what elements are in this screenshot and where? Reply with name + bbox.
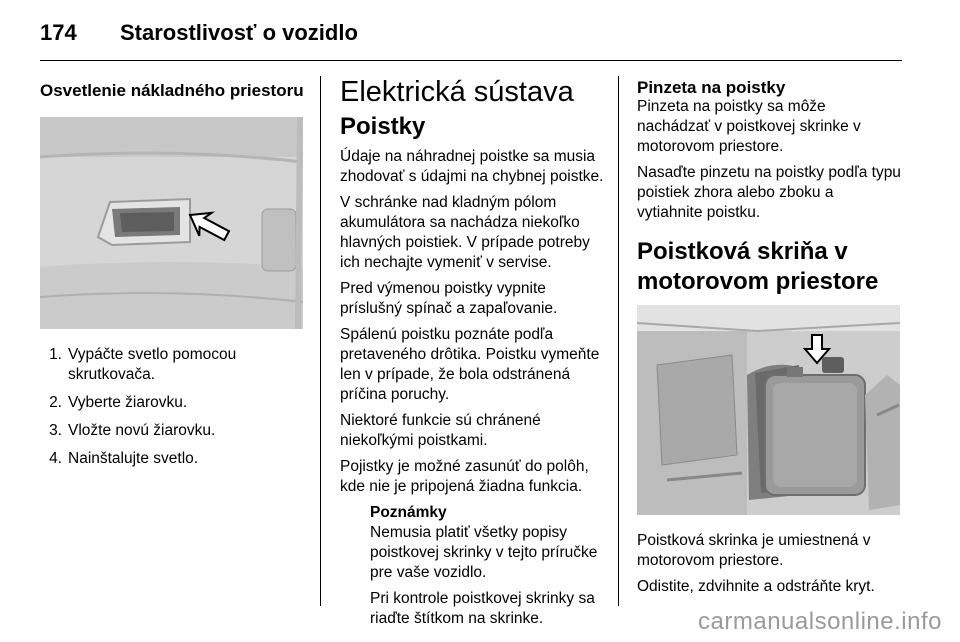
electrical-heading: Elektrická sústava <box>340 76 574 108</box>
fuse-tweezers-heading: Pinzeta na poistky <box>637 78 786 97</box>
note-paragraph: Nemusia platiť všetky popisy poistkovej skrinky v tejto príručke pre vaše vozidlo. <box>370 524 598 581</box>
column-divider <box>618 76 619 606</box>
fusebox-illustration <box>637 305 900 515</box>
note-title: Poznámky <box>370 504 447 521</box>
engine-fusebox-heading: Poistková skriňa v motorovom priestore <box>637 238 879 295</box>
column-electrical <box>340 75 605 635</box>
cargo-light-heading: Osvetlenie nákladného priestoru <box>40 81 304 100</box>
page-title: Starostlivosť o vozidlo <box>120 20 358 45</box>
paragraph: Pojistky je možné zasunúť do polôh, kde nie je pripojená žiadna funkcia. <box>340 458 589 495</box>
cargo-light-photo <box>40 117 303 329</box>
cargo-light-illustration <box>40 117 303 329</box>
column-divider <box>320 76 321 606</box>
page-number: 174 <box>40 20 77 45</box>
note-box <box>370 503 605 629</box>
list-item: 4. Nainštalujte svetlo. <box>49 450 199 467</box>
note-paragraph: Pri kontrole poistkovej skrinky sa riaďte štítkom na skrinke. <box>370 590 595 627</box>
paragraph: Údaje na náhradnej poistke sa musia zhodovať s údajmi na chybnej poistke. <box>340 148 604 185</box>
paragraph: Odistite, zdvihnite a odstráňte kryt. <box>637 578 875 595</box>
paragraph: Pinzeta na poistky sa môže nachádzať v poistkovej skrinke v motorovom priestore. <box>637 98 861 155</box>
paragraph: Niektoré funkcie sú chránené niekoľkými poistkami. <box>340 412 541 449</box>
cargo-light-steps <box>40 345 305 469</box>
paragraph: Spálenú poistku poznáte podľa pretaveného drôtika. Poistku vymeňte len v prípade, že bola odstránená príčina poruchy. <box>340 326 600 403</box>
paragraph: Nasaďte pinzetu na poistky podľa typu poistiek zhora alebo zboku a vytiahnite poistku. <box>637 164 901 221</box>
list-item: 1. Vypáčte svetlo pomocou skrutkovača. <box>49 346 237 383</box>
column-cargo-light <box>40 80 305 477</box>
page-header <box>40 20 358 46</box>
watermark: carmanualsonline.info <box>698 608 942 635</box>
paragraph: Pred výmenou poistky vypnite príslušný spínač a zapaľovanie. <box>340 280 558 317</box>
header-rule <box>40 60 902 61</box>
list-item: 3. Vložte novú žiarovku. <box>49 422 216 439</box>
column-fuse-tweezers <box>637 78 902 603</box>
paragraph: Poistková skrinka je umiestnená v motorovom priestore. <box>637 532 871 569</box>
list-item: 2. Vyberte žiarovku. <box>49 394 188 411</box>
paragraph: V schránke nad kladným pólom akumulátora sa nachádza niekoľko hlavných poistiek. V prípade potreby ich nechajte vymeniť v servise. <box>340 194 590 271</box>
fuses-heading: Poistky <box>340 113 426 140</box>
engine-fusebox-photo <box>637 305 900 515</box>
